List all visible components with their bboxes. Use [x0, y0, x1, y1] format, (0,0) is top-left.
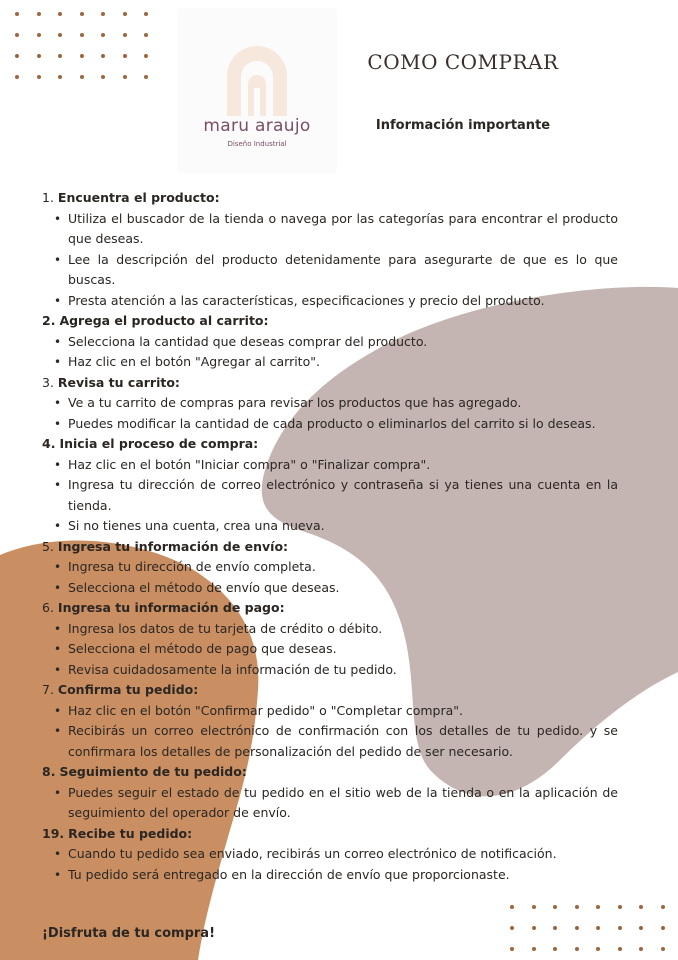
decor-dot: [575, 947, 579, 951]
step-title: Confirma tu pedido:: [57, 682, 199, 697]
step-section: [42, 434, 618, 537]
decor-dot: [80, 54, 84, 58]
decor-dot: [58, 75, 62, 79]
step-title: Recibe tu pedido:: [68, 825, 193, 841]
page-title: COMO COMPRAR: [367, 50, 559, 74]
bullet-icon: •: [54, 867, 62, 882]
bullet-icon: •: [54, 662, 62, 677]
list-item-text: Ve a tu carrito de compras para revisar los productos que has agregado.: [68, 395, 522, 410]
logo-wordmark: maru araujo: [203, 116, 311, 136]
step-title: Revisa tu carrito:: [57, 374, 180, 390]
decor-dot: [37, 75, 41, 79]
decor-dot: [618, 926, 622, 930]
decor-dot: [15, 33, 19, 37]
bullet-icon: •: [54, 519, 62, 533]
decor-dot: [639, 926, 643, 930]
bullet-icon: •: [54, 642, 62, 656]
decor-dot: [510, 947, 514, 951]
decor-dot: [80, 33, 84, 37]
decor-dot: [123, 33, 127, 37]
list-item: [42, 865, 618, 886]
step-bullets: [42, 209, 618, 312]
step-title: Encuentra el producto:: [57, 190, 220, 205]
bullet-icon: •: [54, 785, 62, 800]
list-item-text: Haz clic en el botón "Agregar al carrito".: [68, 354, 320, 369]
decor-dot: [661, 905, 665, 909]
decor-dot: [618, 947, 622, 951]
decor-dot: [37, 33, 41, 37]
decor-dot: [123, 12, 127, 16]
decor-dot: [510, 905, 514, 909]
list-item-text: Selecciona el método de envío que deseas.: [68, 579, 340, 595]
decor-dot: [58, 54, 62, 58]
step-section: [42, 598, 618, 680]
list-item-text: Cuando tu pedido sea enviado, recibirás un correo electrónico de notificación.: [68, 846, 557, 861]
step-number: 4.: [42, 436, 56, 451]
decor-dot: [661, 926, 665, 930]
decor-dot: [15, 75, 19, 79]
decor-dot: [15, 12, 19, 16]
decor-dot: [596, 905, 600, 909]
step-number: 3.: [42, 374, 54, 390]
step-section: [42, 188, 618, 311]
decor-dot: [661, 947, 665, 951]
bullet-icon: •: [54, 580, 62, 595]
list-item-text: Tu pedido será entregado en la dirección de envío que proporcionaste.: [68, 866, 510, 882]
list-item: [42, 250, 618, 291]
step-number: 6.: [42, 600, 54, 615]
arch-logo-icon: [221, 40, 293, 116]
step-heading: [42, 598, 618, 619]
list-item-text: Revisa cuidadosamente la información de tu pedido.: [68, 661, 397, 677]
bullet-icon: •: [54, 334, 62, 349]
decor-dot: [58, 33, 62, 37]
list-item: [42, 414, 618, 435]
list-item-text: Ingresa tu dirección de correo electrónico y contraseña si ya tienes una cuenta en la tienda.: [68, 477, 618, 513]
list-item: [42, 291, 618, 312]
list-item: [42, 557, 618, 578]
bullet-icon: •: [54, 703, 62, 718]
page-subtitle: Información importante: [375, 118, 551, 133]
list-item: [42, 619, 618, 640]
decor-dot: [510, 926, 514, 930]
decor-dot: [101, 33, 105, 37]
step-bullets: [42, 557, 618, 598]
bullet-icon: •: [54, 621, 62, 636]
decor-dot: [80, 75, 84, 79]
decor-dot: [123, 75, 127, 79]
step-section: [42, 373, 618, 435]
list-item-text: Ingresa tu dirección de envío completa.: [68, 559, 316, 574]
decor-dot: [80, 12, 84, 16]
steps-list: [42, 188, 618, 885]
step-title: Seguimiento de tu pedido:: [59, 764, 247, 779]
list-item-text: Lee la descripción del producto detenidamente para asegurarte de que es lo que buscas.: [68, 251, 618, 287]
step-bullets: [42, 332, 618, 373]
decor-dot: [575, 905, 579, 909]
bullet-icon: •: [54, 847, 62, 861]
step-bullets: [42, 619, 618, 681]
step-heading: [42, 311, 618, 332]
step-title: Agrega el producto al carrito:: [59, 313, 269, 328]
step-number: 7.: [42, 682, 54, 697]
decor-dot: [553, 947, 557, 951]
list-item-text: Recibirás un correo electrónico de confirmación con los detalles de tu pedido. y se confirmara los detalles de personalización del pedido de ser necesario.: [68, 723, 618, 759]
step-number: 19.: [42, 825, 65, 841]
list-item: [42, 475, 618, 516]
step-heading: [42, 824, 618, 845]
decor-dot: [553, 926, 557, 930]
decor-dot: [575, 926, 579, 930]
step-heading: [42, 188, 618, 209]
decor-dot: [101, 54, 105, 58]
list-item-text: Utiliza el buscador de la tienda o navega por las categorías para encontrar el producto que deseas.: [68, 210, 618, 246]
list-item: [42, 209, 618, 250]
list-item: [42, 660, 618, 681]
list-item: [42, 721, 618, 762]
step-heading: [42, 373, 618, 394]
step-title: Ingresa tu información de pago:: [57, 600, 285, 615]
decor-dot: [101, 75, 105, 79]
decor-dot: [618, 905, 622, 909]
bullet-icon: •: [54, 355, 62, 369]
step-bullets: [42, 701, 618, 763]
bullet-icon: •: [54, 560, 62, 574]
step-heading: [42, 537, 618, 558]
list-item-text: Puedes modificar la cantidad de cada producto o eliminarlos del carrito si lo deseas.: [68, 415, 596, 431]
bullet-icon: •: [54, 457, 62, 472]
list-item-text: Haz clic en el botón "Iniciar compra" o "Finalizar compra".: [68, 456, 431, 472]
list-item: [42, 455, 618, 476]
step-bullets: [42, 783, 618, 824]
list-item-text: Selecciona el método de pago que deseas.: [68, 641, 337, 656]
step-section: [42, 311, 618, 373]
step-section: [42, 537, 618, 599]
step-heading: [42, 434, 618, 455]
decor-dot: [639, 947, 643, 951]
decor-dot: [596, 947, 600, 951]
decor-dot: [58, 12, 62, 16]
step-title: Ingresa tu información de envío:: [57, 538, 289, 554]
bullet-icon: •: [54, 293, 62, 308]
step-title: Inicia el proceso de compra:: [59, 436, 259, 451]
list-item: [42, 701, 618, 722]
bullet-icon: •: [54, 396, 62, 410]
decor-dot: [532, 905, 536, 909]
list-item: [42, 844, 618, 865]
list-item: [42, 783, 618, 824]
step-bullets: [42, 844, 618, 885]
step-bullets: [42, 455, 618, 537]
closing-text: ¡Disfruta de tu compra!: [42, 926, 215, 941]
bullet-icon: •: [54, 416, 62, 431]
list-item-text: Puedes seguir el estado de tu pedido en el sitio web de la tienda o en la aplicación de seguimiento del operador de envío.: [68, 784, 618, 820]
decor-dot: [532, 947, 536, 951]
decor-dot: [144, 75, 148, 79]
step-heading: [42, 680, 618, 701]
logo-tagline: Diseño Industrial: [227, 140, 287, 148]
list-item: [42, 332, 618, 353]
bullet-icon: •: [54, 478, 62, 492]
decor-dot: [123, 54, 127, 58]
list-item-text: Ingresa los datos de tu tarjeta de crédito o débito.: [68, 620, 383, 636]
list-item: [42, 578, 618, 599]
decor-dot: [639, 905, 643, 909]
step-number: 1.: [42, 190, 54, 205]
list-item-text: Selecciona la cantidad que deseas comprar del producto.: [68, 333, 428, 349]
step-number: 2.: [42, 313, 56, 328]
decor-dot: [37, 12, 41, 16]
list-item-text: Haz clic en el botón "Confirmar pedido" o "Completar compra".: [68, 702, 463, 718]
decor-dot: [144, 33, 148, 37]
decor-dot: [553, 905, 557, 909]
decor-dot: [596, 926, 600, 930]
decor-dot: [101, 12, 105, 16]
decor-dot: [37, 54, 41, 58]
bullet-icon: •: [54, 252, 62, 267]
step-number: 5.: [42, 538, 54, 554]
bullet-icon: •: [54, 211, 62, 226]
list-item-text: Presta atención a las características, especificaciones y precio del producto.: [68, 292, 545, 308]
bullet-icon: •: [54, 724, 62, 738]
step-section: [42, 762, 618, 824]
step-section: [42, 680, 618, 762]
decor-dot: [144, 54, 148, 58]
step-bullets: [42, 393, 618, 434]
logo: [177, 8, 337, 173]
step-heading: [42, 762, 618, 783]
decor-dot: [15, 54, 19, 58]
step-section: [42, 824, 618, 886]
list-item: [42, 352, 618, 373]
decor-dot: [532, 926, 536, 930]
step-number: 8.: [42, 764, 56, 779]
list-item-text: Si no tienes una cuenta, crea una nueva.: [68, 518, 325, 533]
list-item: [42, 516, 618, 537]
decor-dot: [144, 12, 148, 16]
list-item: [42, 639, 618, 660]
list-item: [42, 393, 618, 414]
